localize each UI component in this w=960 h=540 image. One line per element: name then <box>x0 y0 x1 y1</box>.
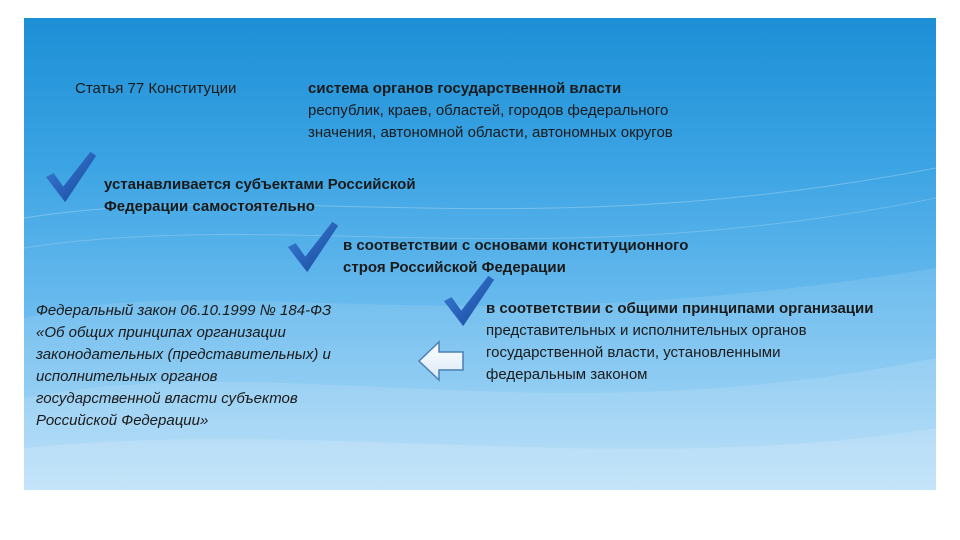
article-label-text: Статья 77 Конституции <box>75 80 237 97</box>
system-line-2: республик, краев, областей, городов федерального <box>308 102 669 119</box>
federal-law-line-1: Федеральный закон 06.10.1999 № 184-ФЗ <box>36 302 332 319</box>
system-block <box>308 78 673 144</box>
point-3-line-1: в соответствии с общими принципами организации <box>486 300 874 317</box>
federal-law-block <box>36 300 331 432</box>
point-1-line-2: Федерации самостоятельно <box>104 198 315 215</box>
point-3-line-3: государственной власти, установленными <box>486 344 781 361</box>
federal-law-line-2: «Об общих принципах организации <box>36 324 286 341</box>
federal-law-line-6: Российской Федерации» <box>36 412 209 429</box>
point-2-line-2: строя Российской Федерации <box>343 259 566 276</box>
point-3-line-4: федеральным законом <box>486 366 648 383</box>
system-line-3: значения, автономной области, автономных округов <box>308 124 673 141</box>
left-arrow-icon <box>417 340 465 382</box>
point-3-line-2: представительных и исполнительных органов <box>486 322 807 339</box>
system-heading: система органов государственной власти <box>308 80 622 97</box>
point-1 <box>104 174 416 218</box>
federal-law-line-4: исполнительных органов <box>36 368 218 385</box>
point-2-line-1: в соответствии с основами конституционного <box>343 237 689 254</box>
checkmark-icon <box>284 218 342 276</box>
point-2 <box>343 235 688 279</box>
point-1-line-1: устанавливается субъектами Российской <box>104 176 416 193</box>
point-3 <box>486 298 873 386</box>
federal-law-line-3: законодательных (представительных) и <box>36 346 331 363</box>
federal-law-line-5: государственной власти субъектов <box>36 390 298 407</box>
article-label <box>75 78 236 100</box>
checkmark-icon <box>42 148 100 206</box>
